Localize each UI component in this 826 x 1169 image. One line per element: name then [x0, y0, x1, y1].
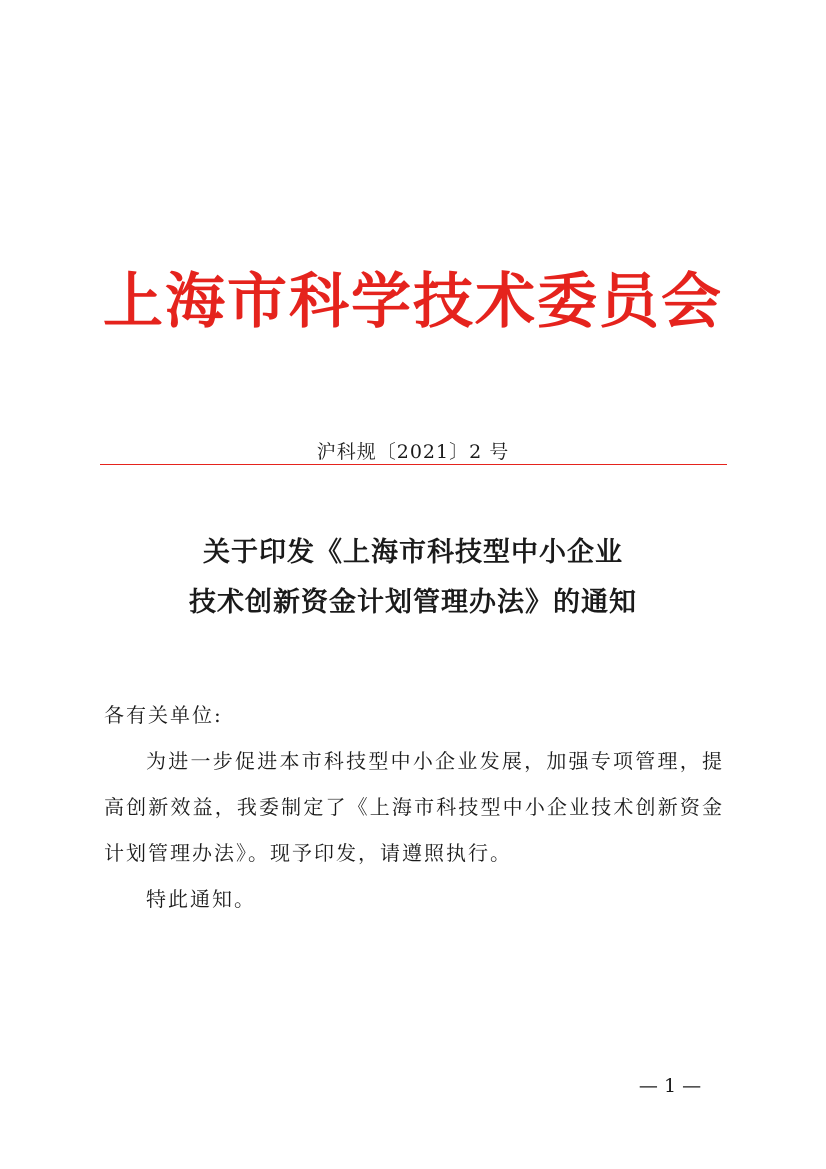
document-title: [0, 528, 826, 628]
document-body: [104, 692, 724, 922]
closing-remark: 特此通知。: [146, 887, 256, 911]
title-line-2: 技术创新资金计划管理办法》的通知: [189, 587, 637, 618]
issuer-letterhead: 上海市科学技术委员会: [103, 267, 723, 337]
red-divider-line: [100, 464, 727, 465]
salutation: 各有关单位:: [104, 703, 223, 727]
page-number: — 1 —: [638, 1075, 702, 1097]
title-line-1: 关于印发《上海市科技型中小企业: [203, 537, 623, 568]
body-paragraph: 为进一步促进本市科技型中小企业发展，加强专项管理，提高创新效益，我委制定了《上海市科技型中小企业技术创新资金计划管理办法》。现予印发，请遵照执行。: [104, 749, 724, 865]
document-number: 沪科规〔2021〕2 号: [316, 441, 510, 463]
